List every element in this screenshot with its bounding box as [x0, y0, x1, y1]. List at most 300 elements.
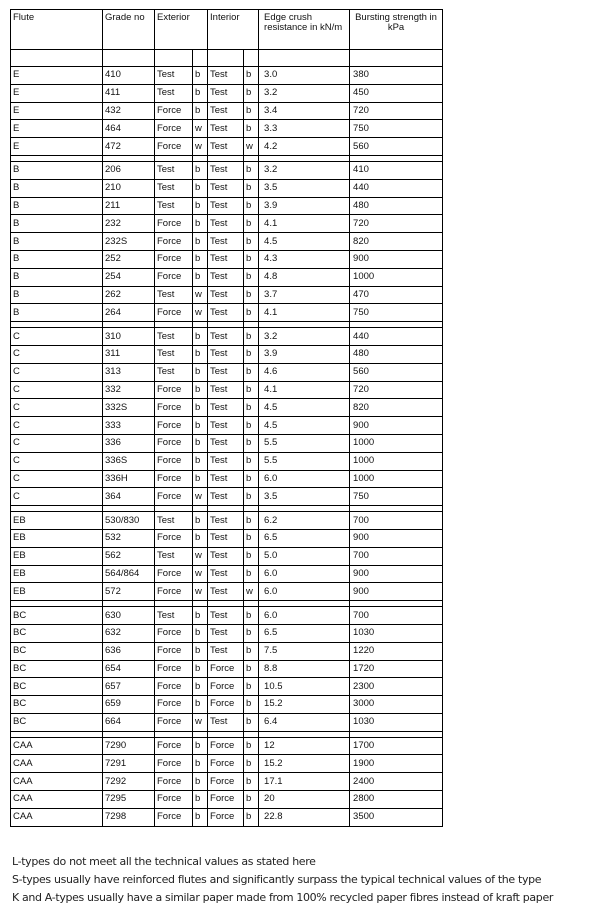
cell-exterior: Force: [155, 696, 193, 714]
cell-interior: Test: [208, 120, 244, 138]
cell-edge-crush: 3.5: [259, 488, 350, 506]
cell-flute: B: [11, 250, 103, 268]
cell-flute: B: [11, 304, 103, 322]
cell-exterior-side: w: [193, 488, 208, 506]
table-row: [11, 381, 443, 399]
cell-exterior: Force: [155, 215, 193, 233]
cell-grade: 7295: [103, 791, 155, 809]
cell-interior: Test: [208, 102, 244, 120]
cell-flute: B: [11, 179, 103, 197]
cell-edge-crush: 3.2: [259, 161, 350, 179]
cell-grade: 311: [103, 345, 155, 363]
table-row: [11, 345, 443, 363]
cell-grade: 206: [103, 161, 155, 179]
cell-interior-side: b: [244, 512, 259, 530]
cell-exterior-side: b: [193, 773, 208, 791]
cell-interior-side: b: [244, 381, 259, 399]
cell-edge-crush: 4.1: [259, 381, 350, 399]
cell-exterior-side: b: [193, 434, 208, 452]
cell-interior-side: b: [244, 470, 259, 488]
cell-bursting: 1030: [350, 713, 443, 731]
header-row: [11, 10, 443, 50]
cell-interior-side: b: [244, 399, 259, 417]
table-row: [11, 250, 443, 268]
cell-edge-crush: 15.2: [259, 696, 350, 714]
cell-interior: Test: [208, 304, 244, 322]
cell-flute: CAA: [11, 737, 103, 755]
cell-exterior-side: w: [193, 304, 208, 322]
cell-interior-side: b: [244, 345, 259, 363]
cell-interior-side: b: [244, 607, 259, 625]
table-row: [11, 363, 443, 381]
cell-edge-crush: 4.2: [259, 138, 350, 156]
cell-interior: Test: [208, 84, 244, 102]
cell-exterior-side: b: [193, 642, 208, 660]
cell-interior: Test: [208, 512, 244, 530]
cell-exterior: Force: [155, 138, 193, 156]
header-exterior: Exterior: [155, 10, 208, 50]
cell-edge-crush: 6.2: [259, 512, 350, 530]
cell-grade: 313: [103, 363, 155, 381]
cell-bursting: 720: [350, 381, 443, 399]
cell-flute: CAA: [11, 773, 103, 791]
cell-flute: C: [11, 328, 103, 346]
table-row: [11, 84, 443, 102]
cell-exterior: Force: [155, 755, 193, 773]
cell-bursting: 700: [350, 607, 443, 625]
cell-interior-side: b: [244, 328, 259, 346]
cell-bursting: 720: [350, 215, 443, 233]
cell-interior-side: b: [244, 161, 259, 179]
cell-exterior-side: b: [193, 755, 208, 773]
cell-exterior-side: b: [193, 215, 208, 233]
cell-interior-side: b: [244, 660, 259, 678]
cell-interior-side: w: [244, 138, 259, 156]
cell-flute: BC: [11, 624, 103, 642]
cell-exterior-side: b: [193, 607, 208, 625]
table-row: [11, 488, 443, 506]
cell-exterior: Force: [155, 488, 193, 506]
cell-bursting: 1700: [350, 737, 443, 755]
cell-edge-crush: 12: [259, 737, 350, 755]
cell-grade: 464: [103, 120, 155, 138]
cell-grade: 310: [103, 328, 155, 346]
cell-edge-crush: 6.5: [259, 529, 350, 547]
cell-exterior-side: b: [193, 67, 208, 85]
cell-interior-side: b: [244, 84, 259, 102]
header-interior: Interior: [208, 10, 259, 50]
cell-exterior-side: b: [193, 233, 208, 251]
cell-grade: 632: [103, 624, 155, 642]
cell-bursting: 900: [350, 417, 443, 435]
cell-exterior: Test: [155, 84, 193, 102]
cell-interior: Test: [208, 547, 244, 565]
table-row: [11, 197, 443, 215]
cell-grade: 630: [103, 607, 155, 625]
cell-exterior-side: b: [193, 381, 208, 399]
cell-bursting: 1000: [350, 452, 443, 470]
cell-exterior-side: b: [193, 678, 208, 696]
cell-interior-side: b: [244, 250, 259, 268]
cell-grade: 210: [103, 179, 155, 197]
cell-exterior: Force: [155, 233, 193, 251]
cell-grade: 211: [103, 197, 155, 215]
cell-exterior-side: b: [193, 250, 208, 268]
cell-flute: EB: [11, 583, 103, 601]
cell-flute: C: [11, 345, 103, 363]
cell-flute: E: [11, 67, 103, 85]
cell-interior-side: b: [244, 529, 259, 547]
cell-flute: C: [11, 399, 103, 417]
cell-flute: C: [11, 452, 103, 470]
cell-exterior-side: b: [193, 179, 208, 197]
table-row: [11, 773, 443, 791]
cell-interior-side: b: [244, 67, 259, 85]
cell-bursting: 820: [350, 233, 443, 251]
cell-bursting: 1220: [350, 642, 443, 660]
cell-interior: Test: [208, 607, 244, 625]
cell-bursting: 3500: [350, 808, 443, 826]
cell-grade: 333: [103, 417, 155, 435]
cell-flute: B: [11, 161, 103, 179]
table-row: [11, 642, 443, 660]
cell-exterior: Test: [155, 547, 193, 565]
cell-exterior-side: b: [193, 696, 208, 714]
table-row: [11, 102, 443, 120]
cell-grade: 562: [103, 547, 155, 565]
cell-bursting: 750: [350, 304, 443, 322]
cell-flute: BC: [11, 660, 103, 678]
table-row: [11, 328, 443, 346]
table-row: [11, 791, 443, 809]
cell-exterior: Test: [155, 161, 193, 179]
cell-interior: Test: [208, 215, 244, 233]
cell-bursting: 410: [350, 161, 443, 179]
cell-exterior: Force: [155, 470, 193, 488]
cell-interior: Test: [208, 250, 244, 268]
cell-interior-side: b: [244, 755, 259, 773]
note-k-a-types: K and A-types usually have a similar paper made from 100% recycled paper fibres instead of kraft paper: [12, 891, 554, 904]
table-row: [11, 452, 443, 470]
cell-interior: Force: [208, 808, 244, 826]
cell-interior: Test: [208, 233, 244, 251]
header-flute: Flute: [11, 10, 103, 50]
cell-exterior: Force: [155, 791, 193, 809]
cell-interior-side: b: [244, 547, 259, 565]
cell-grade: 472: [103, 138, 155, 156]
table-row: [11, 138, 443, 156]
cell-exterior: Force: [155, 737, 193, 755]
cell-interior: Test: [208, 583, 244, 601]
cell-exterior: Force: [155, 452, 193, 470]
cell-interior-side: b: [244, 304, 259, 322]
cell-edge-crush: 6.0: [259, 565, 350, 583]
cell-interior-side: b: [244, 179, 259, 197]
cell-bursting: 2800: [350, 791, 443, 809]
cell-grade: 7292: [103, 773, 155, 791]
cell-grade: 232S: [103, 233, 155, 251]
cell-exterior: Force: [155, 120, 193, 138]
footnotes: [12, 853, 553, 907]
cell-interior: Test: [208, 565, 244, 583]
cell-exterior: Test: [155, 67, 193, 85]
table-row: [11, 607, 443, 625]
cell-edge-crush: 3.4: [259, 102, 350, 120]
table-row: [11, 215, 443, 233]
cell-flute: BC: [11, 642, 103, 660]
cell-exterior: Force: [155, 304, 193, 322]
cell-edge-crush: 6.5: [259, 624, 350, 642]
cell-flute: C: [11, 381, 103, 399]
cell-bursting: 450: [350, 84, 443, 102]
cell-edge-crush: 6.4: [259, 713, 350, 731]
header-bursting: Bursting strength in kPa: [350, 10, 443, 50]
cell-interior: Test: [208, 268, 244, 286]
cell-bursting: 1000: [350, 470, 443, 488]
table-row: [11, 529, 443, 547]
cell-edge-crush: 3.0: [259, 67, 350, 85]
table-row: [11, 286, 443, 304]
cell-flute: B: [11, 197, 103, 215]
cell-grade: 530/830: [103, 512, 155, 530]
cell-flute: B: [11, 233, 103, 251]
table-row: [11, 678, 443, 696]
cell-interior: Test: [208, 381, 244, 399]
cell-grade: 332S: [103, 399, 155, 417]
cell-bursting: 440: [350, 179, 443, 197]
cell-exterior-side: b: [193, 512, 208, 530]
cell-bursting: 1000: [350, 434, 443, 452]
table-row: [11, 434, 443, 452]
cell-bursting: 720: [350, 102, 443, 120]
cell-exterior-side: w: [193, 583, 208, 601]
cell-exterior: Force: [155, 642, 193, 660]
cell-interior: Test: [208, 642, 244, 660]
table-row: [11, 233, 443, 251]
cell-bursting: 480: [350, 345, 443, 363]
note-l-types: L-types do not meet all the technical values as stated here: [12, 855, 316, 868]
cell-edge-crush: 4.3: [259, 250, 350, 268]
cell-edge-crush: 4.6: [259, 363, 350, 381]
cell-exterior-side: b: [193, 470, 208, 488]
table-row: [11, 808, 443, 826]
cell-exterior-side: b: [193, 363, 208, 381]
cell-interior: Test: [208, 488, 244, 506]
cell-grade: 252: [103, 250, 155, 268]
cell-edge-crush: 4.8: [259, 268, 350, 286]
cell-exterior-side: w: [193, 713, 208, 731]
cell-edge-crush: 22.8: [259, 808, 350, 826]
cell-edge-crush: 4.1: [259, 304, 350, 322]
cell-grade: 7298: [103, 808, 155, 826]
cell-flute: B: [11, 215, 103, 233]
cell-grade: 232: [103, 215, 155, 233]
table-row: [11, 304, 443, 322]
cell-exterior-side: w: [193, 286, 208, 304]
cell-exterior: Force: [155, 773, 193, 791]
cell-interior: Test: [208, 363, 244, 381]
cell-grade: 564/864: [103, 565, 155, 583]
cell-interior: Test: [208, 67, 244, 85]
table-row: [11, 470, 443, 488]
cell-edge-crush: 17.1: [259, 773, 350, 791]
cell-interior-side: b: [244, 233, 259, 251]
cell-flute: BC: [11, 696, 103, 714]
cell-bursting: 560: [350, 363, 443, 381]
cell-flute: C: [11, 417, 103, 435]
table-row: [11, 565, 443, 583]
cell-bursting: 2300: [350, 678, 443, 696]
cell-grade: 336H: [103, 470, 155, 488]
cell-edge-crush: 3.3: [259, 120, 350, 138]
cell-grade: 336S: [103, 452, 155, 470]
cell-exterior-side: b: [193, 808, 208, 826]
cell-exterior: Force: [155, 399, 193, 417]
cell-exterior: Test: [155, 197, 193, 215]
cell-flute: E: [11, 138, 103, 156]
cell-exterior-side: b: [193, 452, 208, 470]
cell-edge-crush: 6.0: [259, 583, 350, 601]
cell-interior: Test: [208, 161, 244, 179]
cell-bursting: 470: [350, 286, 443, 304]
cell-edge-crush: 20: [259, 791, 350, 809]
cell-interior-side: b: [244, 678, 259, 696]
cell-grade: 262: [103, 286, 155, 304]
cell-interior-side: b: [244, 102, 259, 120]
cell-interior: Test: [208, 138, 244, 156]
cell-bursting: 700: [350, 547, 443, 565]
cell-interior: Force: [208, 755, 244, 773]
cell-interior-side: b: [244, 286, 259, 304]
cell-edge-crush: 3.2: [259, 328, 350, 346]
cell-exterior: Test: [155, 512, 193, 530]
cell-interior-side: b: [244, 488, 259, 506]
cell-edge-crush: 3.9: [259, 345, 350, 363]
cell-grade: 7290: [103, 737, 155, 755]
cell-edge-crush: 4.1: [259, 215, 350, 233]
cell-flute: E: [11, 84, 103, 102]
cell-interior: Test: [208, 470, 244, 488]
cell-edge-crush: 3.2: [259, 84, 350, 102]
cell-bursting: 1000: [350, 268, 443, 286]
corrugated-grades-table: [10, 9, 443, 827]
cell-bursting: 440: [350, 328, 443, 346]
cell-exterior-side: w: [193, 565, 208, 583]
table-row: [11, 120, 443, 138]
cell-interior-side: b: [244, 773, 259, 791]
cell-exterior-side: b: [193, 624, 208, 642]
cell-bursting: 820: [350, 399, 443, 417]
cell-exterior-side: b: [193, 84, 208, 102]
cell-grade: 364: [103, 488, 155, 506]
cell-exterior: Test: [155, 607, 193, 625]
cell-flute: EB: [11, 547, 103, 565]
table-row: [11, 737, 443, 755]
cell-exterior: Force: [155, 583, 193, 601]
cell-interior: Test: [208, 713, 244, 731]
cell-exterior-side: w: [193, 138, 208, 156]
cell-exterior: Force: [155, 102, 193, 120]
table-row: [11, 624, 443, 642]
cell-grade: 411: [103, 84, 155, 102]
cell-grade: 410: [103, 67, 155, 85]
cell-exterior: Force: [155, 624, 193, 642]
cell-edge-crush: 8.8: [259, 660, 350, 678]
cell-flute: C: [11, 434, 103, 452]
cell-interior-side: b: [244, 434, 259, 452]
cell-exterior-side: b: [193, 197, 208, 215]
cell-interior-side: b: [244, 808, 259, 826]
table-row: [11, 417, 443, 435]
cell-edge-crush: 3.9: [259, 197, 350, 215]
cell-interior: Test: [208, 529, 244, 547]
cell-grade: 654: [103, 660, 155, 678]
cell-interior: Test: [208, 179, 244, 197]
cell-exterior: Force: [155, 808, 193, 826]
cell-bursting: 560: [350, 138, 443, 156]
cell-bursting: 900: [350, 529, 443, 547]
cell-exterior-side: b: [193, 268, 208, 286]
cell-exterior: Force: [155, 250, 193, 268]
cell-bursting: 900: [350, 583, 443, 601]
cell-flute: E: [11, 120, 103, 138]
cell-exterior: Force: [155, 381, 193, 399]
cell-flute: CAA: [11, 791, 103, 809]
cell-exterior: Force: [155, 417, 193, 435]
note-s-types: S-types usually have reinforced flutes and significantly surpass the typical technical values of the type: [12, 873, 542, 886]
cell-grade: 659: [103, 696, 155, 714]
cell-interior-side: b: [244, 268, 259, 286]
cell-exterior-side: b: [193, 345, 208, 363]
table-row: [11, 399, 443, 417]
cell-exterior: Force: [155, 565, 193, 583]
cell-interior: Test: [208, 197, 244, 215]
cell-exterior-side: b: [193, 102, 208, 120]
cell-exterior: Force: [155, 529, 193, 547]
cell-interior: Test: [208, 345, 244, 363]
cell-interior: Test: [208, 328, 244, 346]
cell-interior: Force: [208, 791, 244, 809]
cell-flute: C: [11, 470, 103, 488]
cell-exterior-side: b: [193, 417, 208, 435]
cell-grade: 664: [103, 713, 155, 731]
cell-exterior: Test: [155, 328, 193, 346]
cell-edge-crush: 3.5: [259, 179, 350, 197]
table-row: [11, 512, 443, 530]
cell-exterior: Force: [155, 434, 193, 452]
cell-exterior: Test: [155, 363, 193, 381]
cell-exterior: Force: [155, 678, 193, 696]
table-body: [11, 67, 443, 827]
blank-row: [11, 50, 443, 67]
cell-bursting: 480: [350, 197, 443, 215]
cell-grade: 254: [103, 268, 155, 286]
cell-interior-side: b: [244, 452, 259, 470]
cell-grade: 264: [103, 304, 155, 322]
table-row: [11, 660, 443, 678]
cell-exterior: Test: [155, 179, 193, 197]
header-edge-crush: Edge crush resistance in kN/m: [259, 10, 350, 50]
cell-exterior-side: w: [193, 120, 208, 138]
cell-exterior-side: b: [193, 660, 208, 678]
cell-exterior: Force: [155, 660, 193, 678]
table-row: [11, 583, 443, 601]
cell-interior: Force: [208, 660, 244, 678]
cell-interior: Force: [208, 737, 244, 755]
cell-interior-side: b: [244, 624, 259, 642]
cell-flute: E: [11, 102, 103, 120]
cell-interior-side: b: [244, 197, 259, 215]
